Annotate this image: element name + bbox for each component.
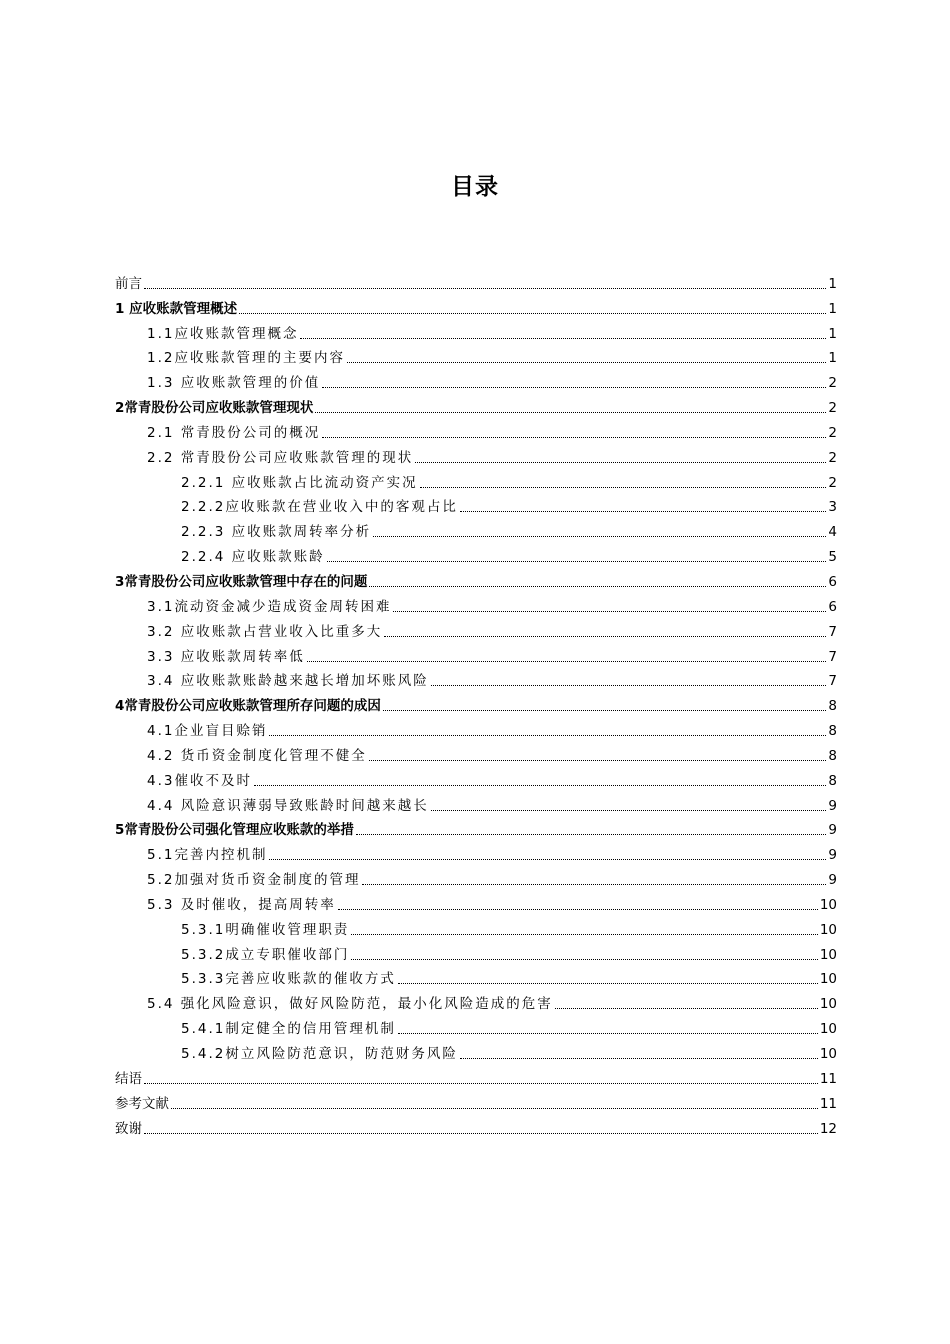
toc-entry[interactable] [115,268,837,293]
toc-entry[interactable] [115,541,837,566]
toc-entry-label: 3.2 应收账款占营业收入比重多大 [147,623,383,640]
toc-leader-dots [555,1008,818,1009]
toc-entry-label: 2.2 常青股份公司应收账款管理的现状 [147,449,414,466]
toc-entry-label: 5.1完善内控机制 [147,847,268,864]
toc-entry[interactable] [115,765,837,790]
toc-leader-dots [254,785,826,786]
toc-entry[interactable] [115,1063,837,1088]
toc-entry-label: 5常青股份公司强化管理应收账款的举措 [115,822,354,839]
toc-leader-dots [460,511,827,512]
toc-entry-label: 4.4 风险意识薄弱导致账龄时间越来越长 [147,797,429,814]
toc-entry-page-number: 8 [828,747,837,764]
toc-entry[interactable] [115,591,837,616]
toc-entry-page-number: 11 [819,1070,837,1087]
toc-leader-dots [269,735,826,736]
toc-entry-label: 5.4.1制定健全的信用管理机制 [181,1021,396,1038]
toc-entry[interactable] [115,367,837,392]
toc-leader-dots [351,934,817,935]
toc-entry-page-number: 6 [828,573,837,590]
toc-entry-page-number: 10 [819,896,837,913]
toc-entry[interactable] [115,1113,837,1138]
toc-leader-dots [144,1083,818,1084]
toc-entry[interactable] [115,616,837,641]
toc-leader-dots [369,760,827,761]
toc-entry-page-number: 2 [828,400,837,417]
toc-entry[interactable] [115,839,837,864]
toc-entry[interactable] [115,715,837,740]
toc-entry-label: 5.2加强对货币资金制度的管理 [147,872,361,889]
toc-entry[interactable] [115,417,837,442]
toc-entry-page-number: 1 [828,275,837,292]
page-title: 目录 [451,174,499,200]
toc-leader-dots [420,487,827,488]
toc-entry[interactable] [115,392,837,417]
toc-leader-dots [384,636,826,637]
toc-entry-page-number: 8 [828,723,837,740]
toc-entry-page-number: 1 [828,300,837,317]
toc-entry-label: 1.3 应收账款管理的价值 [147,375,321,392]
toc-leader-dots [398,983,818,984]
toc-entry[interactable] [115,964,837,989]
table-of-contents [115,268,837,1138]
toc-entry-label: 4常青股份公司应收账款管理所存问题的成因 [115,698,381,715]
toc-leader-dots [347,362,826,363]
toc-entry-label: 5.3.2成立专职催收部门 [181,946,350,963]
toc-entry[interactable] [115,343,837,368]
toc-leader-dots [269,859,826,860]
toc-entry-label: 4.3催收不及时 [147,772,252,789]
toc-entry-label: 前言 [115,275,142,292]
toc-entry-label: 2.2.2应收账款在营业收入中的客观占比 [181,499,458,516]
toc-leader-dots [415,462,826,463]
toc-entry-page-number: 7 [828,623,837,640]
toc-entry-page-number: 10 [819,1021,837,1038]
toc-entry-page-number: 6 [828,598,837,615]
toc-leader-dots [322,437,826,438]
toc-entry-label: 5.4.2树立风险防范意识，防范财务风险 [181,1046,458,1062]
toc-entry-page-number: 10 [819,946,837,963]
toc-entry[interactable] [115,914,837,939]
toc-entry-page-number: 9 [828,822,837,839]
toc-entry[interactable] [115,1038,837,1063]
toc-entry-page-number: 10 [819,996,837,1013]
toc-entry-label: 3.3 应收账款周转率低 [147,648,305,665]
toc-leader-dots [431,685,827,686]
toc-entry[interactable] [115,1013,837,1038]
toc-entry[interactable] [115,641,837,666]
toc-entry-label: 5.3.1明确催收管理职责 [181,921,350,938]
toc-entry-page-number: 2 [828,375,837,392]
toc-entry[interactable] [115,442,837,467]
toc-leader-dots [373,536,826,537]
toc-entry-page-number: 4 [828,524,837,541]
toc-entry[interactable] [115,864,837,889]
toc-entry-page-number: 8 [828,698,837,715]
toc-leader-dots [369,586,826,587]
toc-entry[interactable] [115,740,837,765]
toc-entry-label: 5.3.3完善应收账款的催收方式 [181,971,396,988]
toc-entry-page-number: 2 [828,474,837,491]
toc-entry-label: 2.2.1 应收账款占比流动资产实况 [181,474,418,491]
toc-leader-dots [398,1033,818,1034]
toc-entry-page-number: 8 [828,772,837,789]
toc-entry[interactable] [115,939,837,964]
toc-leader-dots [239,313,826,314]
toc-entry-page-number: 10 [819,921,837,938]
toc-entry-label: 2常青股份公司应收账款管理现状 [115,400,314,417]
toc-entry[interactable] [115,666,837,691]
toc-leader-dots [307,661,827,662]
toc-leader-dots [431,810,827,811]
toc-leader-dots [383,710,827,711]
toc-entry-page-number: 5 [828,549,837,566]
toc-leader-dots [322,387,826,388]
toc-entry-page-number: 2 [828,424,837,441]
toc-entry-page-number: 7 [828,648,837,665]
toc-entry-label: 致谢 [115,1120,142,1137]
toc-leader-dots [300,338,826,339]
toc-entry[interactable] [115,889,837,914]
toc-leader-dots [362,884,826,885]
toc-entry-label: 1.2应收账款管理的主要内容 [147,350,345,367]
toc-entry-label: 4.2 货币资金制度化管理不健全 [147,747,367,764]
toc-leader-dots [327,561,827,562]
toc-entry-label: 结语 [115,1070,142,1087]
toc-entry-page-number: 1 [828,325,837,342]
toc-leader-dots [144,288,826,289]
toc-entry-label: 3常青股份公司应收账款管理中存在的问题 [115,573,368,590]
toc-entry-page-number: 10 [819,971,837,988]
toc-entry-label: 2.2.3 应收账款周转率分析 [181,524,372,541]
toc-entry[interactable] [115,492,837,517]
toc-entry-label: 1 应收账款管理概述 [115,300,238,317]
toc-entry-page-number: 7 [828,673,837,690]
toc-entry-label: 2.1 常青股份公司的概况 [147,424,321,441]
toc-leader-dots [338,909,818,910]
toc-entry-label: 1.1应收账款管理概念 [147,325,299,342]
toc-entry[interactable] [115,293,837,318]
toc-entry[interactable] [115,516,837,541]
toc-entry[interactable] [115,467,837,492]
toc-entry-label: 3.4 应收账款账龄越来越长增加坏账风险 [147,673,429,690]
toc-entry-page-number: 9 [828,872,837,889]
toc-entry-page-number: 10 [819,1046,837,1062]
toc-entry-page-number: 2 [828,449,837,466]
toc-entry-page-number: 1 [828,350,837,367]
toc-leader-dots [144,1133,818,1134]
toc-entry-page-number: 12 [819,1120,837,1137]
toc-leader-dots [315,412,826,413]
toc-entry-label: 3.1流动资金减少造成资金周转困难 [147,598,392,615]
toc-entry[interactable] [115,690,837,715]
toc-entry-label: 4.1企业盲目赊销 [147,723,268,740]
toc-entry-page-number: 9 [828,797,837,814]
toc-leader-dots [460,1058,818,1059]
toc-leader-dots [351,959,817,960]
toc-entry-page-number: 9 [828,847,837,864]
toc-entry[interactable] [115,318,837,343]
toc-entry-page-number: 11 [819,1095,837,1112]
toc-entry-page-number: 3 [828,499,837,516]
toc-entry[interactable] [115,988,837,1013]
toc-entry-label: 5.3 及时催收，提高周转率 [147,896,336,913]
toc-leader-dots [393,611,826,612]
toc-entry-label: 2.2.4 应收账款账龄 [181,549,325,566]
toc-entry[interactable] [115,1088,837,1113]
toc-entry-label: 参考文献 [115,1095,169,1112]
toc-entry[interactable] [115,566,837,591]
toc-leader-dots [356,834,827,835]
toc-entry[interactable] [115,790,837,815]
toc-leader-dots [171,1108,818,1109]
toc-entry[interactable] [115,815,837,840]
toc-entry-label: 5.4 强化风险意识，做好风险防范，最小化风险造成的危害 [147,996,553,1013]
